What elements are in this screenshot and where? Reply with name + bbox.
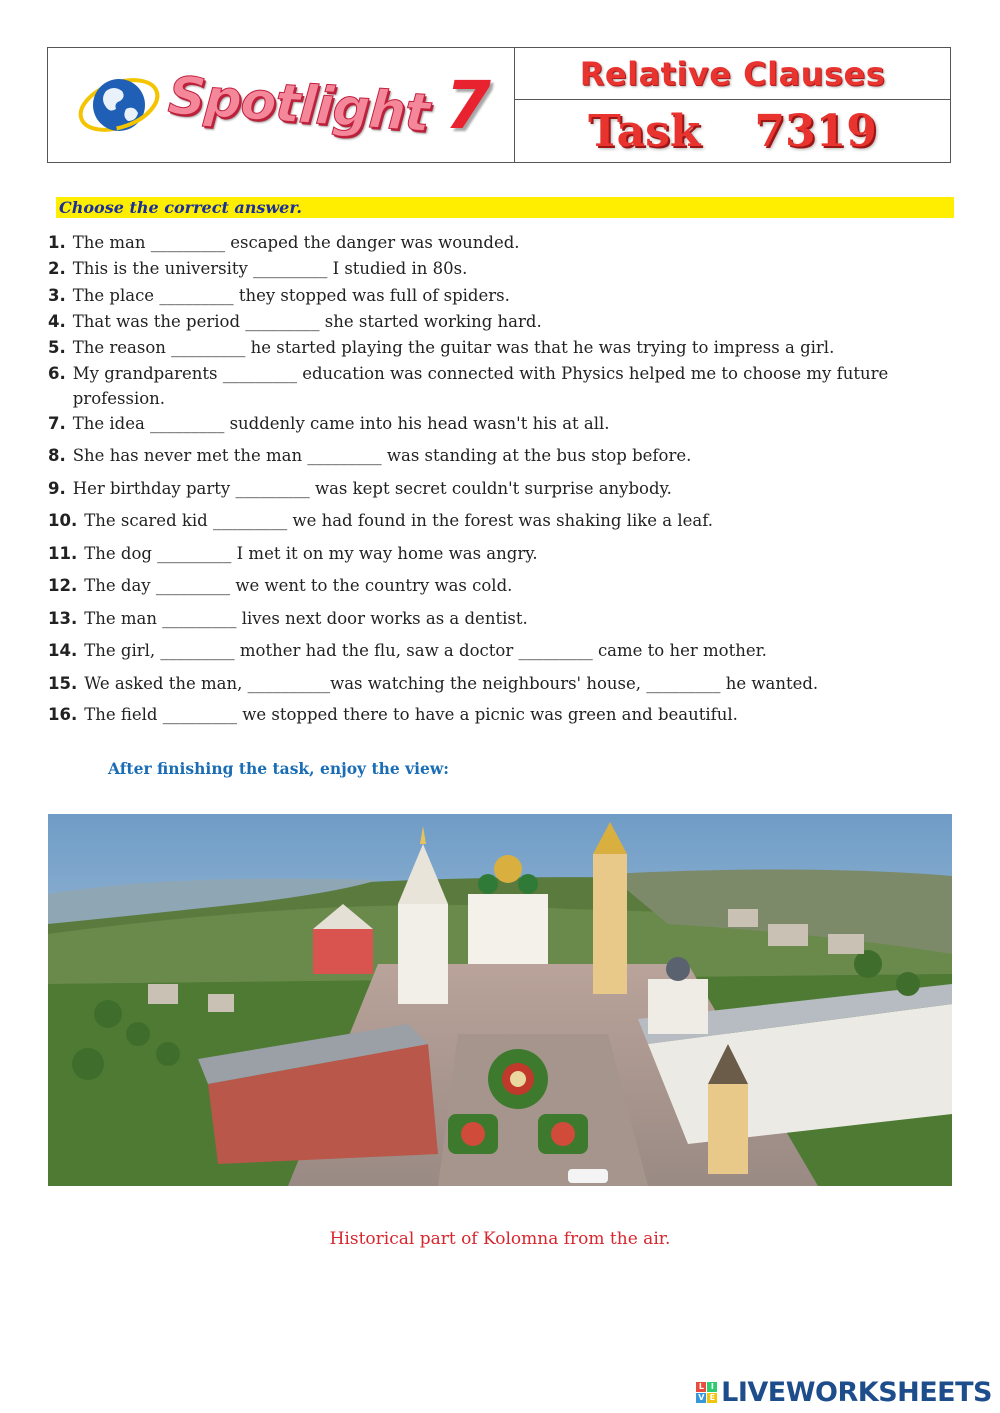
question-item: [48, 606, 948, 631]
question-text[interactable]: The man _________ escaped the danger was wounded.: [72, 233, 520, 252]
logo-letter: V: [696, 1393, 706, 1403]
question-item: [48, 411, 948, 436]
brand-title: Spotlight: [166, 65, 431, 145]
question-number: 12.: [48, 576, 78, 595]
question-item: [48, 541, 948, 566]
question-text[interactable]: The scared kid _________ we had found in the forest was shaking like a leaf.: [84, 511, 714, 530]
question-number: 16.: [48, 705, 78, 724]
question-item: [48, 230, 948, 255]
question-text[interactable]: My grandparents _________ education was connected with Physics helped me to choose my future profession.: [72, 364, 889, 408]
question-text[interactable]: The day _________ we went to the country was cold.: [84, 576, 513, 595]
question-item: [48, 443, 948, 468]
question-text[interactable]: The place _________ they stopped was full of spiders.: [72, 286, 510, 305]
question-number: 2.: [48, 259, 66, 278]
kolomna-aerial-photo: [48, 814, 952, 1186]
question-item: [48, 361, 948, 411]
logo-letter: E: [707, 1393, 717, 1403]
logo-letter: I: [707, 1382, 717, 1392]
question-text[interactable]: That was the period _________ she started working hard.: [72, 312, 542, 331]
aerial-view-illustration: [48, 814, 952, 1186]
header-topic-cell: [515, 48, 950, 162]
task-label: Task: [588, 105, 701, 157]
brand-number: 7: [445, 66, 491, 144]
instruction-bar: Choose the correct answer.: [56, 197, 954, 218]
question-number: 1.: [48, 233, 66, 252]
question-item: [48, 256, 948, 281]
after-task-note: After finishing the task, enjoy the view:: [108, 759, 449, 778]
liveworksheets-footer[interactable]: [696, 1377, 992, 1408]
question-item: [48, 638, 948, 663]
question-item: [48, 508, 948, 533]
question-item: [48, 573, 948, 598]
task-row: [515, 100, 950, 162]
liveworksheets-logo-icon: [696, 1382, 717, 1403]
topic-row: [515, 48, 950, 100]
question-number: 4.: [48, 312, 66, 331]
question-item: [48, 702, 948, 727]
question-number: 7.: [48, 414, 66, 433]
question-number: 13.: [48, 609, 78, 628]
task-id: [588, 106, 877, 157]
liveworksheets-brand: LIVEWORKSHEETS: [721, 1377, 992, 1408]
question-text[interactable]: Her birthday party _________ was kept secret couldn't surprise anybody.: [72, 479, 672, 498]
topic-title: Relative Clauses: [579, 54, 886, 93]
question-number: 5.: [48, 338, 66, 357]
task-number: 7319: [754, 105, 877, 157]
photo-caption: Historical part of Kolomna from the air.: [329, 1229, 671, 1249]
question-text[interactable]: The girl, _________ mother had the flu, saw a doctor _________ came to her mother.: [84, 641, 767, 660]
worksheet-header: [47, 47, 951, 163]
question-item: [48, 476, 948, 501]
question-item: [48, 283, 948, 308]
question-number: 6.: [48, 364, 66, 383]
question-text[interactable]: This is the university _________ I studied in 80s.: [72, 259, 468, 278]
question-text[interactable]: She has never met the man _________ was standing at the bus stop before.: [72, 446, 692, 465]
question-text[interactable]: The idea _________ suddenly came into his head wasn't his at all.: [72, 414, 610, 433]
question-number: 11.: [48, 544, 78, 563]
question-number: 3.: [48, 286, 66, 305]
globe-logo-icon: [76, 69, 162, 141]
question-number: 15.: [48, 674, 78, 693]
question-number: 14.: [48, 641, 78, 660]
question-text[interactable]: We asked the man, __________was watching the neighbours' house, _________ he wanted.: [84, 674, 819, 693]
question-number: 10.: [48, 511, 78, 530]
question-text[interactable]: The man _________ lives next door works as a dentist.: [84, 609, 528, 628]
question-item: [48, 309, 948, 334]
question-text[interactable]: The reason _________ he started playing the guitar was that he was trying to impress a girl.: [72, 338, 835, 357]
question-text[interactable]: The field _________ we stopped there to have a picnic was green and beautiful.: [84, 705, 738, 724]
question-text[interactable]: The dog _________ I met it on my way home was angry.: [84, 544, 538, 563]
question-item: [48, 335, 948, 360]
question-number: 8.: [48, 446, 66, 465]
question-number: 9.: [48, 479, 66, 498]
question-item: [48, 671, 948, 696]
logo-letter: L: [696, 1382, 706, 1392]
header-brand-cell: [48, 48, 515, 162]
